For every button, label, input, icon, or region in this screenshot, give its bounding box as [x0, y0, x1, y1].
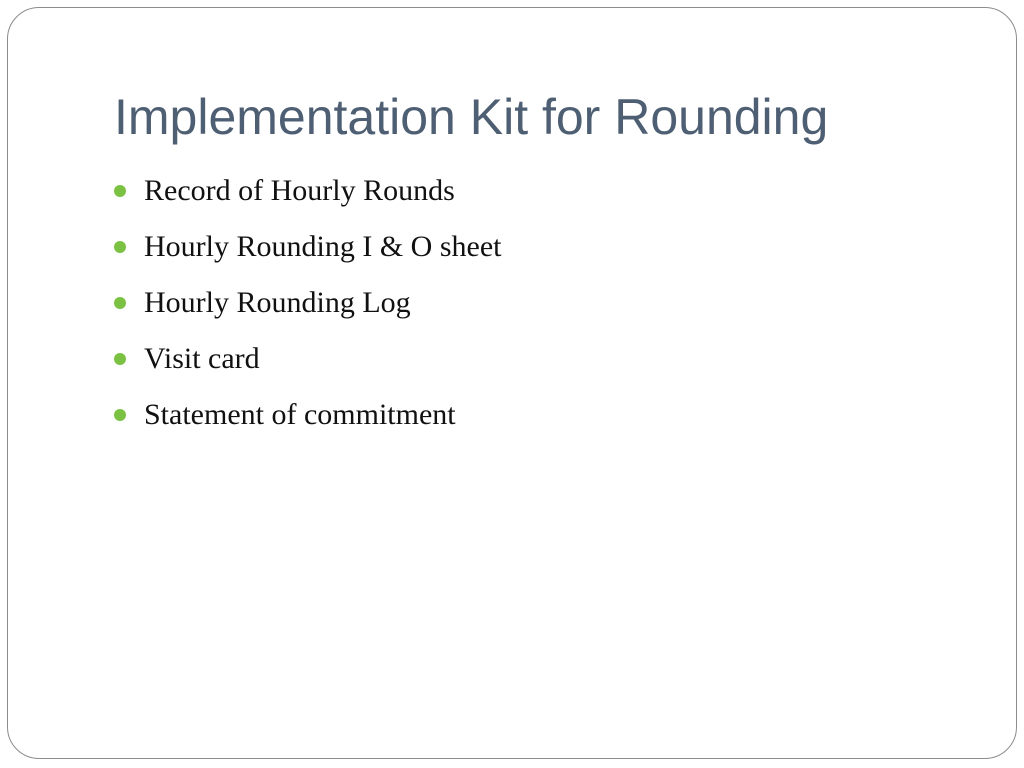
bullet-text: Statement of commitment	[144, 398, 456, 431]
list-item	[114, 394, 501, 450]
bullet-text: Hourly Rounding Log	[144, 286, 411, 319]
list-item	[114, 226, 501, 282]
bullet-dot-icon	[114, 409, 126, 421]
list-item	[114, 338, 501, 394]
bullet-dot-icon	[114, 185, 126, 197]
bullet-dot-icon	[114, 353, 126, 365]
bullet-list	[114, 170, 501, 450]
bullet-dot-icon	[114, 297, 126, 309]
list-item	[114, 170, 501, 226]
bullet-text: Record of Hourly Rounds	[144, 174, 455, 207]
bullet-text: Visit card	[144, 342, 260, 375]
list-item	[114, 282, 501, 338]
bullet-dot-icon	[114, 241, 126, 253]
slide-title: Implementation Kit for Rounding	[114, 89, 829, 145]
bullet-text: Hourly Rounding I & O sheet	[144, 230, 502, 263]
